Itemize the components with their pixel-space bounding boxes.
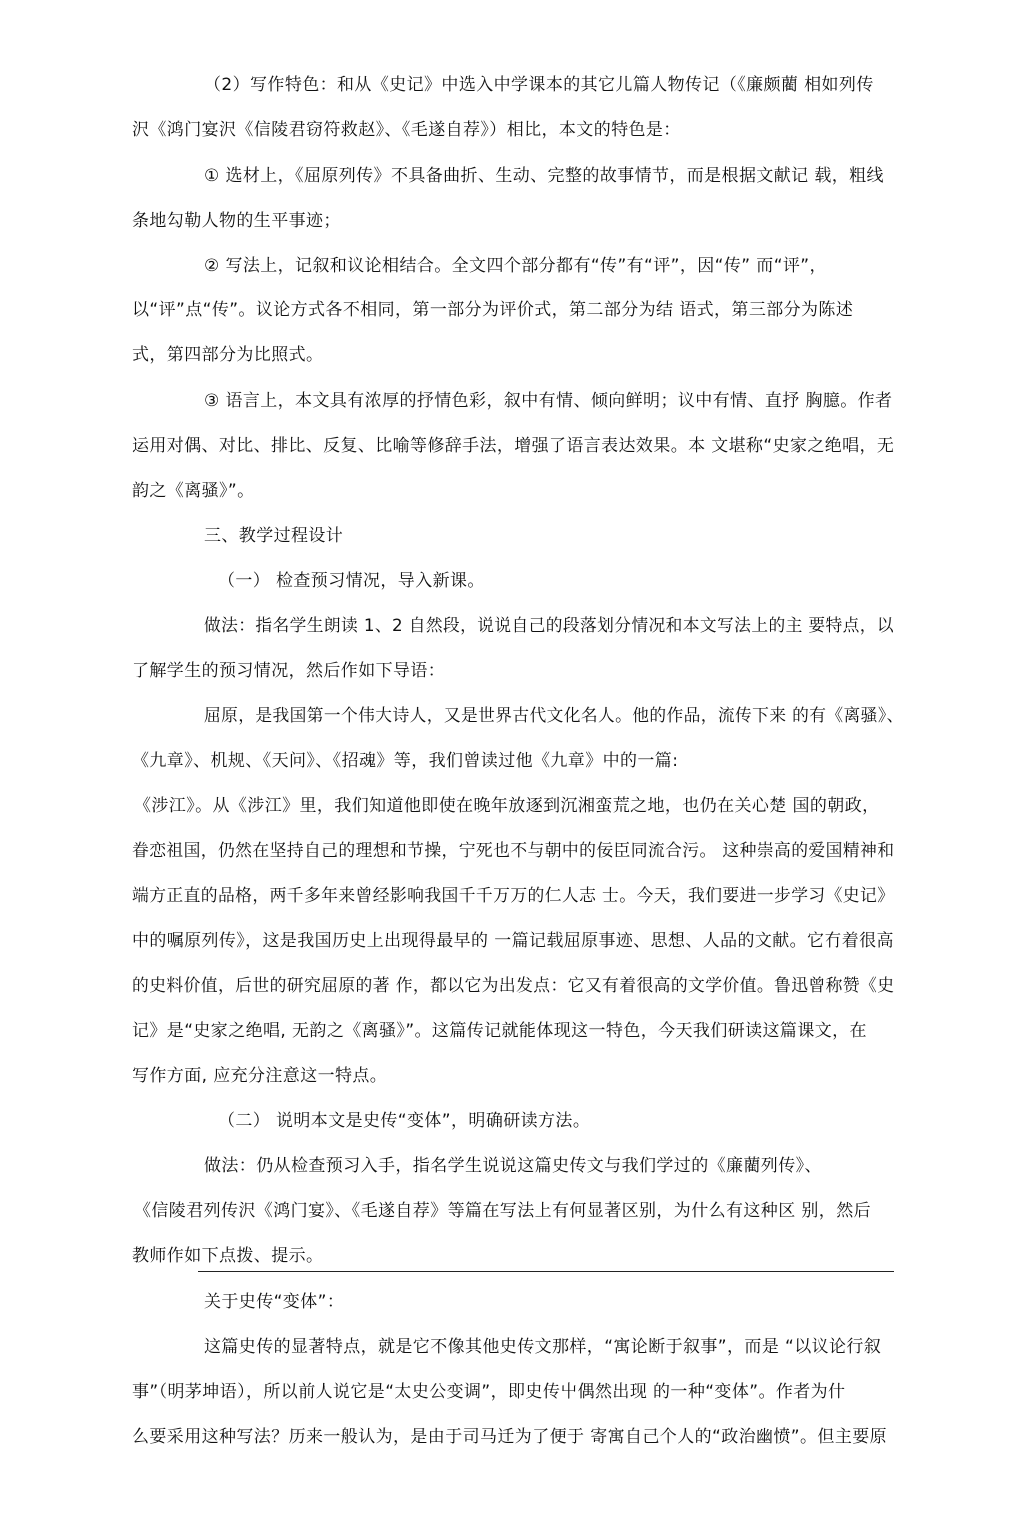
text-line: 《信陵君列传沢《鸿门宴》、《毛遂自荐》等篇在写法上有何显著区别，为什么有这种区 别，然后 xyxy=(134,1201,872,1221)
text-line: 眷恋祖国，仍然在坚持自己的理想和节操，宁死也不与朝中的佞臣同流合污。 这种崇高的爱国精神和 xyxy=(132,841,895,861)
text-line: ① 选材上，《屈原列传》不具备曲折、生动、完整的故事情节，而是根据文献记 载，粗线 xyxy=(204,166,884,186)
text-line: 事”（明茅坤语），所以前人说它是“太史公变调”，即史传屮偶然出现 的一种“变体”。作者为什 xyxy=(132,1382,846,1402)
text-line: ② 写法上，记叙和议论相结合。全文四个部分都有“传”有“评”，因“传” 而“评”， xyxy=(204,256,827,276)
text-line: （2）写作特色：和从《史记》中选入中学课本的其它儿篇人物传记（《廉颇藺 相如列传 xyxy=(204,75,874,95)
text-line: 么要采用这种写法？历来一般认为，是由于司马迁为了便于 寄寓自己个人的“政治幽愤”。但主要原 xyxy=(132,1427,888,1447)
text-line: 以“评”点“传”。议论方式各不相同，第一部分为评价式，第二部分为结 语式，第三部分为陈述 xyxy=(132,300,854,320)
section-heading: 三、教学过程设计 xyxy=(204,526,344,546)
text-line: 条地勾勒人物的生平事迹； xyxy=(132,211,341,231)
text-line: 关于史传“变体”： xyxy=(204,1292,345,1312)
text-line: 《涉江》。从《涉江》里，我们知道他即使在晚年放逐到沉湘蛮荒之地，也仍在关心楚 国的朝政， xyxy=(134,796,880,816)
text-line: 做法：仍从检查预习入手，指名学生说说这篇史传文与我们学过的《廉藺列传》、 xyxy=(204,1156,822,1176)
subsection-heading: （一） 检查预习情况，导入新课。 xyxy=(218,571,485,591)
subsection-heading: （二） 说明本文是史传“变体”，明确研读方法。 xyxy=(218,1111,591,1131)
text-line: 做法：指名学生朗读 1、2 自然段，说说自己的段落划分情况和本文写法上的主 要特点，以 xyxy=(204,616,895,636)
text-line: 中的嘱原列传》，这是我国历史上出现得最早的 一篇记载屈原事迹、思想、人品的文献。它冇着很高 xyxy=(132,931,894,951)
text-line: 式，第四部分为比照式。 xyxy=(132,345,324,365)
text-line: 这篇史传的显著特点，就是它不像其他史传文那样，“寓论断于叙事”，而是 “以议论行叙 xyxy=(204,1337,882,1357)
text-line: 写作方面, 应充分注意这一特点。 xyxy=(132,1066,388,1086)
text-line: 运用对偶、对比、排比、反复、比喻等修辞手法，增强了语言表达效果。本 文堪称“史家之绝唱，无 xyxy=(132,436,895,456)
text-line: 《九章》、机规、《天问》、《招魂》等，我们曾读过他《九章》中的一篇: xyxy=(132,751,679,771)
text-line: ③ 语言上，本文具有浓厚的抒情色彩，叙中有情、倾向鲜明；议中有情、直抒 胸臆。作者 xyxy=(204,391,893,411)
text-line: 沢《鸿门宴沢《信陵君窃符救赵》、《毛遂自荐》）相比，本文的特色是： xyxy=(132,120,681,140)
text-line: 屈原，是我国第一个伟大诗人，又是世界古代文化名人。他的作品，流传下来 的有《离骚》、 xyxy=(204,706,904,726)
text-line: 韵之《离骚》”。 xyxy=(132,481,255,501)
text-line: 的史料价值，后世的研究屈原的著 作，都以它为出发点：它又有着很高的文学价值。鲁迅曾称赞《史 xyxy=(132,976,895,996)
text-line: 端方正直的品格，两千多年来曾经影响我国千千万万的仁人志 士。今天，我们要进一步学习《史记》 xyxy=(132,886,895,906)
text-line: 了解学生的预习情况，然后作如下导语： xyxy=(132,661,446,681)
text-line: 记》是“史家之绝唱, 无韵之《离骚》”。这篇传记就能体现这一特色，今天我们研读这篇课文，在 xyxy=(132,1021,867,1041)
text-line: 教师作如下点拨、提示。 xyxy=(132,1246,324,1266)
divider-line xyxy=(198,1271,894,1272)
